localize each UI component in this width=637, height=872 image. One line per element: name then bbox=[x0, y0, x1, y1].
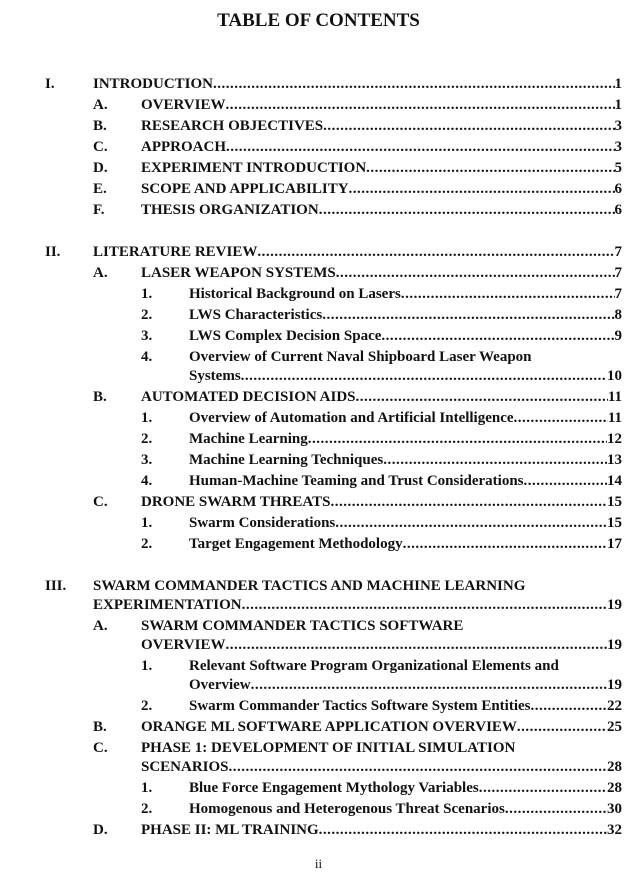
toc-entry-title: THESIS ORGANIZATION bbox=[141, 202, 319, 218]
toc-entry-number: 3. bbox=[141, 328, 153, 344]
toc-entry-title: SCENARIOS bbox=[141, 759, 229, 775]
table-of-contents bbox=[0, 73, 637, 840]
toc-entry-number: 2. bbox=[141, 307, 153, 323]
toc-entry-number: F. bbox=[93, 202, 105, 218]
toc-entry-title: ORANGE ML SOFTWARE APPLICATION OVERVIEW bbox=[141, 719, 517, 735]
toc-entry[interactable] bbox=[0, 716, 637, 737]
dot-leader bbox=[524, 472, 607, 491]
toc-entry-title: Overview bbox=[189, 677, 251, 693]
toc-entry[interactable] bbox=[0, 94, 637, 115]
toc-entry-page: 5 bbox=[614, 160, 622, 176]
dot-leader bbox=[403, 535, 607, 554]
dot-leader bbox=[257, 243, 614, 262]
dot-leader bbox=[226, 636, 608, 655]
toc-entry-number: 2. bbox=[141, 801, 153, 817]
toc-entry-title: Machine Learning bbox=[189, 431, 308, 447]
toc-entry-title: LASER WEAPON SYSTEMS bbox=[141, 265, 336, 281]
toc-entry-title: APPROACH bbox=[141, 139, 226, 155]
toc-entry-number: B. bbox=[93, 389, 107, 405]
toc-entry-page: 32 bbox=[607, 822, 622, 838]
toc-entry[interactable] bbox=[0, 512, 637, 533]
toc-entry[interactable] bbox=[0, 73, 637, 94]
toc-entry[interactable] bbox=[0, 798, 637, 819]
toc-entry-title: LITERATURE REVIEW bbox=[93, 244, 258, 260]
dot-leader bbox=[213, 75, 614, 94]
toc-entry-title: Relevant Software Program Organizational Elements and bbox=[189, 658, 559, 674]
toc-entry-number: 2. bbox=[141, 431, 153, 447]
toc-entry-page: 3 bbox=[614, 139, 622, 155]
toc-entry-title: PHASE 1: DEVELOPMENT OF INITIAL SIMULATION bbox=[141, 740, 516, 756]
dot-leader bbox=[505, 800, 607, 819]
toc-entry-number: A. bbox=[93, 265, 108, 281]
toc-entry-page: 25 bbox=[607, 719, 622, 735]
toc-entry[interactable] bbox=[0, 428, 637, 449]
toc-entry-title: Target Engagement Methodology bbox=[189, 536, 403, 552]
toc-entry[interactable] bbox=[0, 491, 637, 512]
toc-entry-title: SWARM COMMANDER TACTICS AND MACHINE LEARNING bbox=[93, 578, 526, 594]
toc-entry-title: Human-Machine Teaming and Trust Considerations bbox=[189, 473, 524, 489]
toc-entry-title: SCOPE AND APPLICABILITY bbox=[141, 181, 349, 197]
dot-leader bbox=[226, 96, 615, 115]
toc-entry[interactable] bbox=[0, 241, 637, 262]
toc-entry-number: 1. bbox=[141, 658, 153, 674]
toc-entry-title: Systems bbox=[189, 368, 241, 384]
toc-entry-title: INTRODUCTION bbox=[93, 76, 214, 92]
toc-entry-title: SWARM COMMANDER TACTICS SOFTWARE bbox=[141, 618, 464, 634]
toc-entry-page: 11 bbox=[607, 389, 622, 405]
toc-entry-title: Homogenous and Heterogenous Threat Scenarios bbox=[189, 801, 505, 817]
dot-leader bbox=[323, 117, 614, 136]
toc-entry-title: EXPERIMENT INTRODUCTION bbox=[141, 160, 367, 176]
page-title: TABLE OF CONTENTS bbox=[217, 10, 420, 31]
dot-leader bbox=[517, 718, 607, 737]
dot-leader bbox=[322, 306, 614, 325]
dot-leader bbox=[479, 779, 607, 798]
toc-entry[interactable] bbox=[0, 737, 637, 777]
toc-entry-page: 7 bbox=[614, 265, 622, 281]
dot-leader bbox=[308, 430, 607, 449]
toc-entry-title: Blue Force Engagement Mythology Variables bbox=[189, 780, 479, 796]
dot-leader bbox=[229, 758, 607, 777]
toc-entry-title: LWS Characteristics bbox=[189, 307, 323, 323]
toc-entry-title: RESEARCH OBJECTIVES bbox=[141, 118, 324, 134]
toc-entry-page: 15 bbox=[607, 494, 622, 510]
toc-entry[interactable] bbox=[0, 283, 637, 304]
toc-entry-page: 8 bbox=[614, 307, 622, 323]
toc-entry-page: 28 bbox=[607, 759, 622, 775]
toc-entry-number: C. bbox=[93, 139, 108, 155]
toc-entry-page: 7 bbox=[614, 286, 622, 302]
toc-entry[interactable] bbox=[0, 262, 637, 283]
toc-entry[interactable] bbox=[0, 819, 637, 840]
toc-entry-number: B. bbox=[93, 118, 107, 134]
toc-entry-number: D. bbox=[93, 160, 108, 176]
dot-leader bbox=[242, 596, 607, 615]
toc-entry-number: B. bbox=[93, 719, 107, 735]
toc-entry[interactable] bbox=[0, 695, 637, 716]
toc-entry-number: 2. bbox=[141, 698, 153, 714]
toc-entry-title: OVERVIEW bbox=[141, 637, 226, 653]
dot-leader bbox=[319, 821, 607, 840]
dot-leader bbox=[381, 327, 614, 346]
toc-entry[interactable] bbox=[0, 346, 637, 386]
dot-leader bbox=[226, 138, 615, 157]
toc-entry-page: 19 bbox=[607, 637, 622, 653]
toc-entry-page: 15 bbox=[607, 515, 622, 531]
toc-entry[interactable] bbox=[0, 157, 637, 178]
toc-entry-title: Overview of Current Naval Shipboard Laser Weapon bbox=[189, 349, 532, 365]
dot-leader bbox=[366, 159, 614, 178]
dot-leader bbox=[356, 388, 608, 407]
toc-entry-number: 1. bbox=[141, 515, 153, 531]
dot-leader bbox=[349, 180, 615, 199]
toc-entry[interactable] bbox=[0, 199, 637, 220]
toc-entry-number: D. bbox=[93, 822, 108, 838]
dot-leader bbox=[335, 514, 607, 533]
toc-entry-number: II. bbox=[45, 244, 61, 260]
toc-entry-title: AUTOMATED DECISION AIDS bbox=[141, 389, 356, 405]
toc-entry[interactable] bbox=[0, 655, 637, 695]
dot-leader bbox=[251, 676, 607, 695]
toc-entry[interactable] bbox=[0, 615, 637, 655]
toc-entry[interactable] bbox=[0, 178, 637, 199]
toc-entry[interactable] bbox=[0, 575, 637, 615]
dot-leader bbox=[336, 264, 615, 283]
toc-entry-number: C. bbox=[93, 740, 108, 756]
toc-entry-page: 17 bbox=[607, 536, 622, 552]
toc-entry-title: Swarm Considerations bbox=[189, 515, 336, 531]
page-number-footer: ii bbox=[314, 856, 323, 871]
toc-entry-title: EXPERIMENTATION bbox=[93, 597, 242, 613]
toc-entry[interactable] bbox=[0, 470, 637, 491]
toc-entry-page: 6 bbox=[614, 181, 622, 197]
toc-entry-title: Historical Background on Lasers bbox=[189, 286, 401, 302]
toc-entry-number: 1. bbox=[141, 286, 153, 302]
toc-entry[interactable] bbox=[0, 777, 637, 798]
toc-entry-page: 10 bbox=[607, 368, 622, 384]
toc-entry-title: Overview of Automation and Artificial Intelligence bbox=[189, 410, 514, 426]
toc-entry-page: 30 bbox=[607, 801, 622, 817]
toc-entry-title: OVERVIEW bbox=[141, 97, 226, 113]
toc-entry[interactable] bbox=[0, 449, 637, 470]
toc-entry-page: 14 bbox=[607, 473, 622, 489]
toc-entry-number: 2. bbox=[141, 536, 153, 552]
toc-entry-page: 19 bbox=[607, 597, 622, 613]
toc-entry[interactable] bbox=[0, 304, 637, 325]
toc-entry-page: 12 bbox=[607, 431, 622, 447]
toc-entry[interactable] bbox=[0, 115, 637, 136]
toc-entry-title: DRONE SWARM THREATS bbox=[141, 494, 331, 510]
toc-entry-title: Swarm Commander Tactics Software System Entities bbox=[189, 698, 531, 714]
toc-entry[interactable] bbox=[0, 386, 637, 407]
toc-entry-number: I. bbox=[45, 76, 55, 92]
toc-entry-title: Machine Learning Techniques bbox=[189, 452, 384, 468]
toc-entry-page: 7 bbox=[614, 244, 622, 260]
toc-entry-number: 1. bbox=[141, 410, 153, 426]
toc-entry-page: 3 bbox=[614, 118, 622, 134]
dot-leader bbox=[401, 285, 615, 304]
toc-entry[interactable] bbox=[0, 136, 637, 157]
toc-entry-number: A. bbox=[93, 618, 108, 634]
toc-entry-number: E. bbox=[93, 181, 107, 197]
toc-entry-title: LWS Complex Decision Space bbox=[189, 328, 382, 344]
toc-entry-number: III. bbox=[45, 578, 67, 594]
toc-entry-page: 13 bbox=[607, 452, 622, 468]
toc-entry[interactable] bbox=[0, 325, 637, 346]
toc-entry-page: 19 bbox=[607, 677, 622, 693]
toc-entry-number: 4. bbox=[141, 473, 153, 489]
dot-leader bbox=[330, 493, 607, 512]
toc-entry-number: 3. bbox=[141, 452, 153, 468]
dot-leader bbox=[319, 201, 615, 220]
dot-leader bbox=[241, 367, 607, 386]
toc-entry-page: 1 bbox=[614, 76, 622, 92]
toc-entry-number: C. bbox=[93, 494, 108, 510]
toc-entry-page: 6 bbox=[614, 202, 622, 218]
toc-entry-number: 1. bbox=[141, 780, 153, 796]
toc-entry-page: 28 bbox=[607, 780, 622, 796]
toc-entry-page: 22 bbox=[607, 698, 622, 714]
toc-entry-page: 9 bbox=[614, 328, 622, 344]
toc-entry-page: 11 bbox=[607, 410, 622, 426]
toc-entry[interactable] bbox=[0, 533, 637, 554]
toc-entry-number: A. bbox=[93, 97, 108, 113]
toc-entry[interactable] bbox=[0, 407, 637, 428]
dot-leader bbox=[514, 409, 608, 428]
toc-entry-title: PHASE II: ML TRAINING bbox=[141, 822, 319, 838]
toc-entry-number: 4. bbox=[141, 349, 153, 365]
dot-leader bbox=[531, 697, 607, 716]
dot-leader bbox=[383, 451, 607, 470]
toc-entry-page: 1 bbox=[614, 97, 622, 113]
